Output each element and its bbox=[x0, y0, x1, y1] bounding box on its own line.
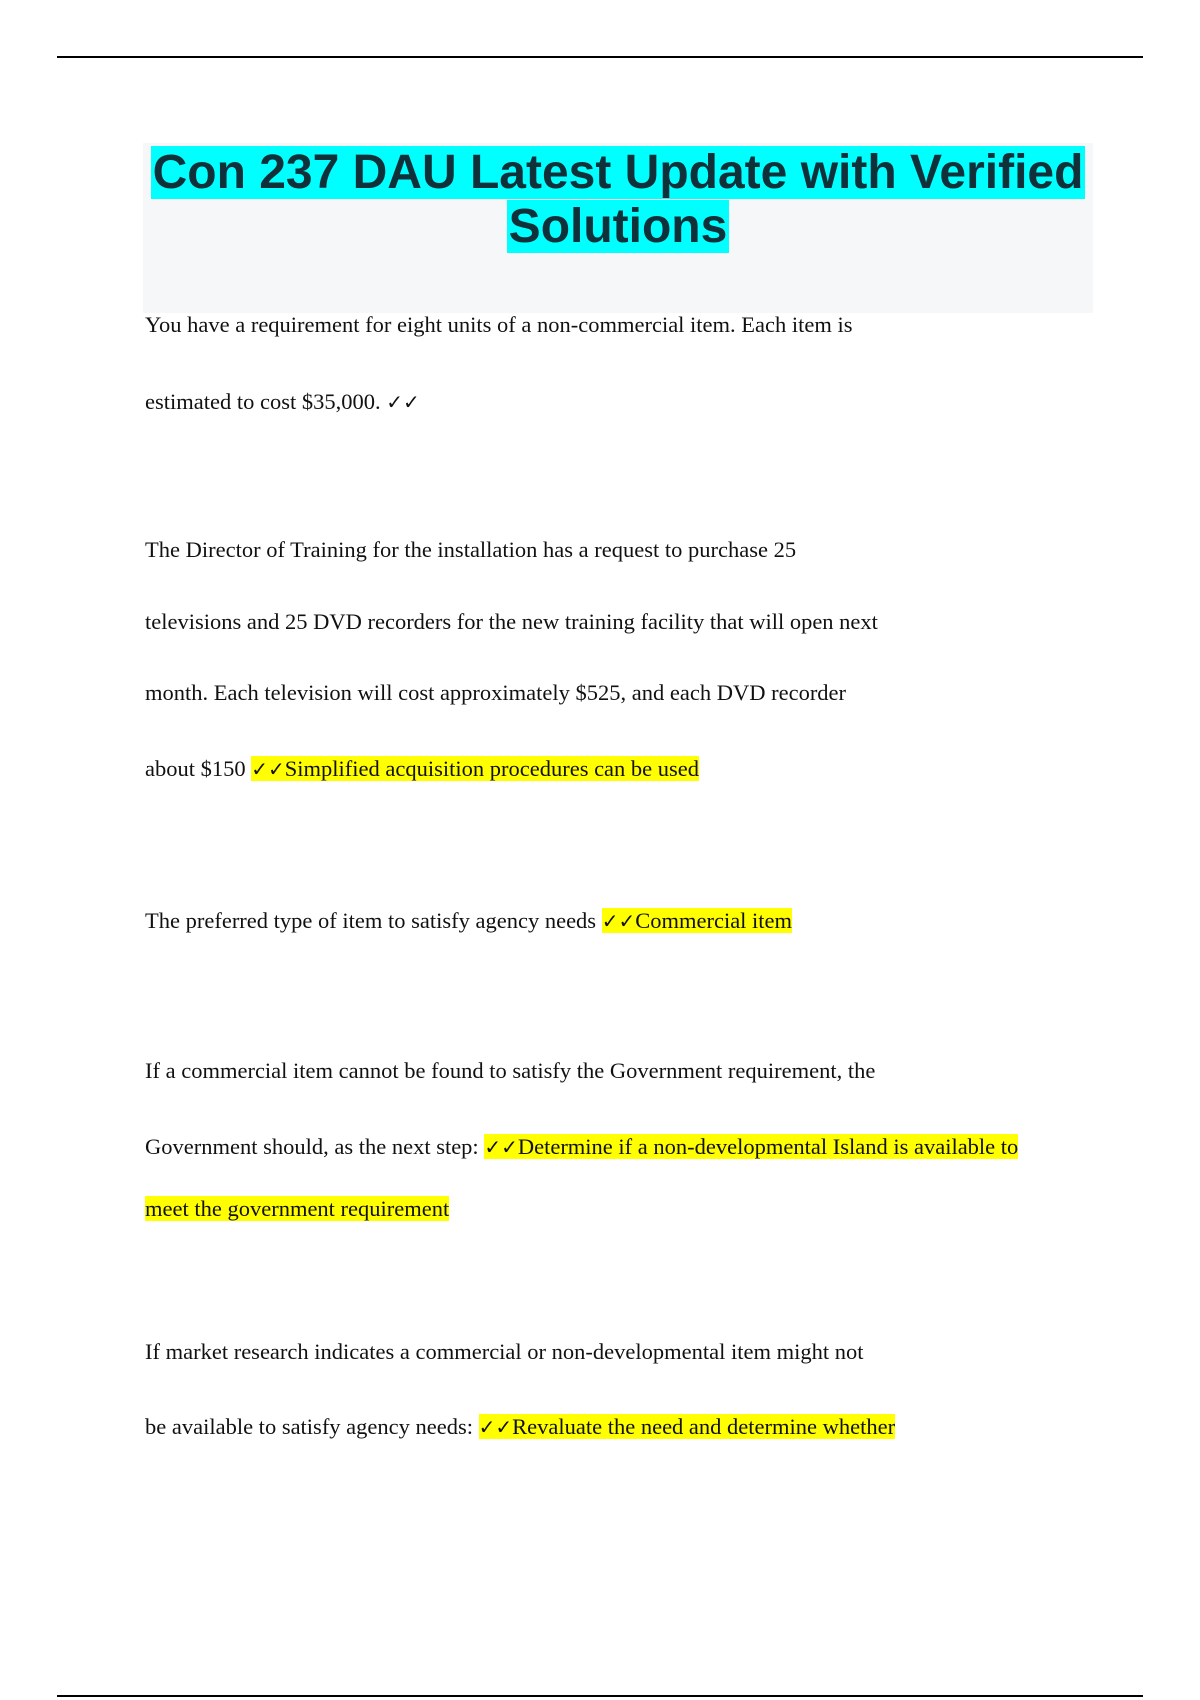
document-title-line-2: Solutions bbox=[508, 200, 728, 253]
answer-highlight: ✓✓Determine if a non-developmental Island is available to bbox=[484, 1134, 1019, 1159]
check-mark-icon: ✓✓ bbox=[251, 757, 285, 781]
question-2-line-4: about $150 ✓✓Simplified acquisition procedures can be used bbox=[145, 756, 700, 781]
answer-highlight: ✓✓Revaluate the need and determine whether bbox=[478, 1414, 896, 1439]
check-mark-icon: ✓✓ bbox=[601, 909, 636, 933]
question-5-line-1: If market research indicates a commercial or non-developmental item might not bbox=[145, 1339, 864, 1364]
bottom-rule bbox=[57, 1695, 1143, 1697]
question-1-line-1: You have a requirement for eight units of a non-commercial item. Each item is bbox=[145, 312, 853, 337]
check-mark-icon: ✓✓ bbox=[478, 1415, 513, 1439]
question-4-line-2: Government should, as the next step: ✓✓Determine if a non-developmental Island is available to bbox=[145, 1134, 1019, 1159]
question-4-line-3 bbox=[145, 1194, 449, 1224]
answer-highlight: meet the government requirement bbox=[145, 1196, 450, 1221]
answer-highlight: ✓✓Simplified acquisition procedures can be used bbox=[251, 756, 700, 781]
question-1-line-2: estimated to cost $35,000. ✓✓ bbox=[145, 389, 420, 414]
top-rule bbox=[57, 56, 1143, 58]
question-2-line-3: month. Each television will cost approximately $525, and each DVD recorder bbox=[145, 680, 847, 705]
question-3-line-1: The preferred type of item to satisfy agency needs ✓✓Commercial item bbox=[145, 908, 793, 933]
question-5-line-2: be available to satisfy agency needs: ✓✓Revaluate the need and determine whether bbox=[145, 1414, 896, 1439]
document-title-line-1: Con 237 DAU Latest Update with Verified bbox=[152, 146, 1084, 199]
question-2-line-1: The Director of Training for the installation has a request to purchase 25 bbox=[145, 537, 797, 562]
answer-highlight: ✓✓Commercial item bbox=[601, 908, 793, 933]
question-4-line-1: If a commercial item cannot be found to satisfy the Government requirement, the bbox=[145, 1058, 876, 1083]
title-block bbox=[143, 143, 1093, 313]
question-2-line-2: televisions and 25 DVD recorders for the new training facility that will open next bbox=[145, 609, 878, 634]
check-mark-icon: ✓✓ bbox=[386, 390, 420, 414]
check-mark-icon: ✓✓ bbox=[484, 1135, 518, 1159]
